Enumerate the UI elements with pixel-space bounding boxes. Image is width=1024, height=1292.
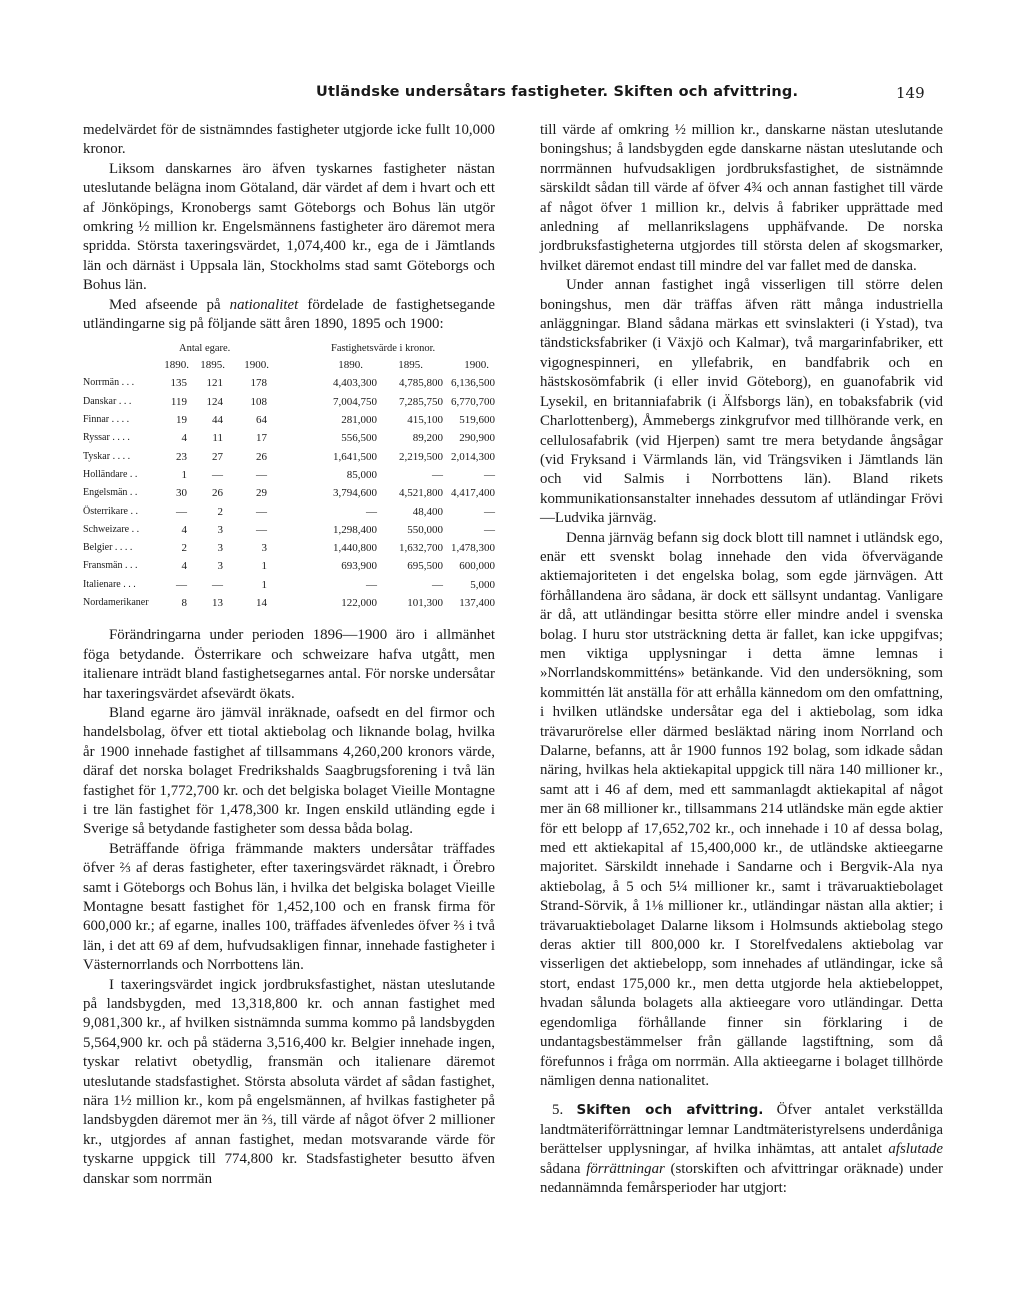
table-row — [83, 484, 495, 502]
table-year-header — [83, 356, 495, 374]
nationality-table — [83, 340, 495, 612]
running-title: Utländske undersåtars fastigheter. Skiften och afvittring. — [316, 84, 799, 100]
running-header — [0, 84, 1024, 108]
table-row — [83, 374, 495, 392]
table-cell: 2,014,300 — [451, 450, 495, 463]
year-header: 1890. — [338, 359, 363, 372]
table-cell: — — [484, 523, 495, 536]
table-row — [83, 576, 495, 594]
table-row — [83, 557, 495, 575]
row-label: Norrmän . . . — [83, 377, 135, 389]
row-label: Fransmän . . . — [83, 560, 138, 572]
table-row — [83, 521, 495, 539]
table-cell: — — [432, 578, 443, 591]
table-cell: 122,000 — [341, 597, 377, 610]
table-cell: 48,400 — [412, 505, 443, 518]
table-cell: 1,632,700 — [399, 542, 443, 555]
right-column — [540, 121, 943, 1198]
paragraph: Med afseende på nationalitet fördelade de fastighetsegande utländingarne sig på följande sätt åren 1890, 1895 och 1900: — [83, 296, 495, 333]
table-cell: — — [176, 505, 187, 518]
paragraph: Förändringarna under perioden 1896—1900 äro i allmänhet föga betydande. Österrikare och schweizare hafva utgått, men italienare inträdt bland fastighetsegarnes antal. För norske undersåtar har taxeringsvärdet afsevärdt ökats. — [83, 627, 495, 702]
table-cell: 519,600 — [459, 414, 495, 427]
year-header: 1900. — [244, 359, 269, 372]
table-cell: 1 — [181, 468, 187, 481]
section-number: 5. — [552, 1102, 564, 1119]
table-cell: 3,794,600 — [333, 487, 377, 500]
table-cell: 23 — [176, 450, 187, 463]
year-header: 1890. — [164, 359, 189, 372]
table-cell: 4,403,300 — [333, 377, 377, 390]
table-cell: 290,900 — [459, 432, 495, 445]
table-cell: 85,000 — [346, 468, 377, 481]
table-cell: 89,200 — [412, 432, 443, 445]
table-cell: 178 — [250, 377, 267, 390]
table-cell: 19 — [176, 414, 187, 427]
table-cell: 17 — [256, 432, 267, 445]
paragraph: Liksom danskarnes äro äfven tyskarnes fastigheter nästan uteslutande belägna inom Götaland, där värdet af dem i hvart och ett af Jönköpings, Kronobergs samt Göteborgs och Bohus län utgör omkring ½ million kr. Engelsmännens fastigheter äro däremot mera spridda. Största taxeringsvärdet, 1,074,400 kr., ega de i Jämtlands län och därnäst i Uppsala län, Stockholms stad samt Göteborgs och Bohus län. — [83, 160, 495, 294]
row-label: Schweizare . . — [83, 523, 140, 535]
section-paragraph: 5. Skiften och afvittring. Öfver antalet verkställda landtmäteriförrättningar lemnar Landtmäteristyrelsens underdåniga berättelser upplysningar, af hvilka inhämtas, att antalet afslutade sådana förrättningar (storskiften och afvittringar oräknade) under nedannämnda femårsperioder har utgjort: — [540, 1102, 943, 1196]
table-cell: 27 — [212, 450, 223, 463]
table-cell: 137,400 — [459, 597, 495, 610]
group-header-value: Fastighetsvärde i kronor. — [331, 343, 436, 355]
table-cell: 30 — [176, 487, 187, 500]
table-cell: — — [256, 523, 267, 536]
table-row — [83, 466, 495, 484]
table-body — [83, 374, 495, 612]
table-row — [83, 393, 495, 411]
paragraph: Under annan fastighet ingå visserligen till större delen boningshus, men där träffas äfven rätt många industriella anläggningar. Bland sådana märkas ett svinslakteri (i Ystad), tva tändsticksfabriker (i Växjö och Kalmar), två margarinfabriker, ett vigognespinneri, en yllefabrik, en bandfabrik och en hästskosömfabrik (i eller invid Göteborg), en guanofabrik vid Lysekil, en britanniafabrik (i Älfsborgs län), en tobaksfabrik (vid Charlottenberg), Åmmebergs zinkgrufvor med tillhörande verk, en cellulosafabrik (vid Hjerpen) samt tre mera betydande ångsågar (vid Fryksand i Värmlands län, vid Trängsviken i Jämtlands län och vid Salmis i Norrbottens län). Bland rikets kommunikationsanstalter innehades dessutom af utländingar Frövi—Ludvika järnväg. — [540, 277, 943, 527]
table-cell: 124 — [206, 395, 223, 408]
table-cell: — — [366, 505, 377, 518]
table-cell: 14 — [256, 597, 267, 610]
table-cell: 2 — [181, 542, 187, 555]
year-header: 1895. — [200, 359, 225, 372]
table-cell: 2,219,500 — [399, 450, 443, 463]
table-cell: 29 — [256, 487, 267, 500]
group-header-count: Antal egare. — [179, 343, 231, 355]
table-cell: 1 — [261, 560, 267, 573]
year-header: 1900. — [464, 359, 489, 372]
table-cell: — — [366, 578, 377, 591]
table-cell: — — [176, 578, 187, 591]
row-label: Finnar . . . . — [83, 414, 130, 426]
row-label: Engelsmän . . — [83, 487, 138, 499]
table-cell: 3 — [217, 560, 223, 573]
row-label: Nordamerikaner — [83, 597, 149, 609]
table-cell: 3 — [261, 542, 267, 555]
table-cell: 108 — [250, 395, 267, 408]
table-cell: 44 — [212, 414, 223, 427]
row-label: Ryssar . . . . — [83, 432, 130, 444]
table-cell: 550,000 — [407, 523, 443, 536]
table-cell: 6,770,700 — [451, 395, 495, 408]
row-label: Tyskar . . . . — [83, 450, 131, 462]
table-cell: — — [432, 468, 443, 481]
row-label: Belgier . . . . — [83, 542, 133, 554]
table-cell: 64 — [256, 414, 267, 427]
table-cell: — — [484, 505, 495, 518]
table-cell: 695,500 — [407, 560, 443, 573]
table-cell: 7,004,750 — [333, 395, 377, 408]
paragraph: till värde af omkring ½ million kr., danskarne nästan uteslutande boningshus; å landsbygden egde danskarne nästan uteslutande och norrmännen hufvudsakligen jordbruksfastighet, de sistnämnde särskildt sådan till värde af öfver 4¾ och annan fastighet till värde af något öfver 1 million kr., delvis å fabriker upprättade med anledning af mellanrikslagens upphäfvande. De norska jordbruksfastigheterna utgjordes till största delen af skogsmarker, hvilket däremot endast till mindre del var fallet med de danska. — [540, 122, 943, 274]
table-cell: 3 — [217, 523, 223, 536]
table-row — [83, 411, 495, 429]
emphasis: nationalitet — [229, 296, 299, 313]
year-header: 1895. — [398, 359, 423, 372]
table-cell: 4,521,800 — [399, 487, 443, 500]
page-number: 149 — [896, 84, 925, 102]
table-row — [83, 594, 495, 612]
paragraph: Bland egarne äro jämväl inräknade, oafsedt en del firmor och handelsbolag, öfver ett tiotal aktiebolag och liknande bolag, hvilka år 1900 innehade fastighet af tillsammans 4,260,200 kronors värde, däraf det norska bolaget Fredrikshalds Saagbrugsforening i två län fastighet för 1,772,700 kr. och det belgiska bolaget Vieille Montagne i tre län fastighet för 1,478,300 kr. Ingen enskild utländing egde i Sverige så betydande fastigheter som dessa båda bolag. — [83, 704, 495, 838]
paragraph: Beträffande öfriga främmande makters undersåtar träffades öfver ⅔ af deras fastigheter, efter taxeringsvärdet räknadt, i Örebro samt i Göteborgs och Bohus län, i hvilka det belgiska bolaget Vieille Montagne besatt fastighet för 1,452,100 och en fransk firma för 600,000 kr.; af egarne, inalles 100, träffades äfvenledes öfver ⅔ i två län, i det att 69 af dem, hufvudsakligen finnar, innehade fastigheter i Västernorrlands och Norrbottens län. — [83, 840, 495, 974]
table-cell: 556,500 — [341, 432, 377, 445]
table-cell: 26 — [256, 450, 267, 463]
table-cell: 1 — [261, 578, 267, 591]
table-cell: 26 — [212, 487, 223, 500]
table-cell: 693,900 — [341, 560, 377, 573]
row-label: Holländare . . — [83, 468, 138, 480]
table-cell: 7,285,750 — [399, 395, 443, 408]
table-cell: 4 — [181, 432, 187, 445]
table-cell: — — [256, 468, 267, 481]
table-cell: — — [212, 468, 223, 481]
table-cell: 6,136,500 — [451, 377, 495, 390]
row-label: Österrikare . . — [83, 505, 138, 517]
table-cell: 415,100 — [407, 414, 443, 427]
table-cell: 4,785,800 — [399, 377, 443, 390]
row-label: Italienare . . . — [83, 578, 136, 590]
emphasis: afslutade — [888, 1141, 943, 1158]
table-cell: 121 — [206, 377, 223, 390]
left-column — [83, 121, 495, 1189]
paragraph: medelvärdet för de sistnämndes fastigheter utgjorde icke fullt 10,000 kronor. — [83, 122, 495, 158]
table-cell: 8 — [181, 597, 187, 610]
table-cell: 101,300 — [407, 597, 443, 610]
table-row — [83, 429, 495, 447]
table-cell: 2 — [217, 505, 223, 518]
table-cell: — — [256, 505, 267, 518]
table-cell: 119 — [170, 395, 187, 408]
table-cell: 3 — [217, 542, 223, 555]
table-cell: 4 — [181, 560, 187, 573]
table-cell: 11 — [212, 432, 223, 445]
table-cell: — — [212, 578, 223, 591]
table-cell: — — [484, 468, 495, 481]
table-cell: 13 — [212, 597, 223, 610]
paragraph: I taxeringsvärdet ingick jordbruksfastighet, nästan uteslutande på landsbygden, med 13,318,800 kr. och annan fastighet med 9,081,300 kr., af hvilken sistnämnda summa kommo på landsbygden 5,564,900 kr. och på städerna 3,516,400 kr. Belgier innehade ingen, tyskar relativt obetydlig, fransmän och italienare däremot uteslutande stadsfastighet. Största absoluta värdet af sådan fastighet, nära 1½ million kr., kom på engelsmännen, af hvilkas fastigheter på landsbygden däremot mer än ⅔, till värde af något öfver 2 millioner kr., utgjordes af annan fastighet, medan motsvarande värde för tyskarne uppgick till 774,800 kr. Stadsfastigheter besutto äfven danskar som norrmän — [83, 976, 495, 1187]
table-cell: 4,417,400 — [451, 487, 495, 500]
emphasis: förrättningar — [586, 1160, 665, 1177]
table-cell: 135 — [170, 377, 187, 390]
table-cell: 1,440,800 — [333, 542, 377, 555]
row-label: Danskar . . . — [83, 395, 132, 407]
table-cell: 600,000 — [459, 560, 495, 573]
table-row — [83, 448, 495, 466]
table-row — [83, 539, 495, 557]
table-row — [83, 503, 495, 521]
table-cell: 1,478,300 — [451, 542, 495, 555]
table-cell: 1,641,500 — [333, 450, 377, 463]
paragraph: Denna järnväg befann sig dock blott till namnet i utländsk ego, enär ett svenskt bolag innehade den vida öfvervägande aktiemajoriteten i det engelska bolag, som egde järnvägen. Att förhållandena äro sådana, är dock ett sällsynt undantag. Vanligare är då, att utländingar besitta större eller mindre andel i svenska bolag. I huru stor utsträckning detta är fallet, kan icke uppgifvas; men viktiga upplysningar i detta ämne lemnas i »Norrlandskommitténs» betänkande. Vid den undersökning, som kommittén lät anställa för att erhålla kännedom om den omfattning, i hvilken utländske undersåtar ega del i aktiebolag, som idka trävarurörelse eller därmed besläktad näring inom Norrland och Dalarne, befanns, att år 1900 funnos 192 bolag, som idkade sådan näring, hvilkas hela aktiekapital uppgick till nära 140 millioner kr., samt att i 46 af dem, med ett sammanlagdt aktiekapital af något mer än 68 millioner kr., tillsammans 214 utländske män egde aktier för ett belopp af 17,652,702 kr., och innehade i 10 af dessa bolag, med ett aktiekapital af 15,400,000 kr., de utländske aktieegarne majoritet. Särskildt innehade i Sandarne och i Bergvik-Ala nya aktiebolag, å 5 och 5¼ millioner kr., samt i trävaruaktiebolaget Strand-Sörvik, å 1⅛ millioner kr., utländingar nästan alla aktier; i trävaruaktiebolaget Dalarne liksom i Holmsunds aktiebolag stego deras aktier till 800,000 kr. I Storelfvedalens aktiebolag var visserligen det aktiebelopp, som innehades af utländingar, icke så stort, endast 175,000 kr., men detta utgjorde hela aktiebeloppet, hvadan sålunda bolagets alla aktieegare voro utländingar. Detta egendomliga förhållande finner sin förklaring i de undantagsbestämmelser från gällande lagstiftning, som då förefunnos i fråga om norrmän. Alla aktieegarne i bolaget tillhörde nämligen denna nationalitet. — [540, 529, 943, 1089]
table-cell: 281,000 — [341, 414, 377, 427]
table-cell: 1,298,400 — [333, 523, 377, 536]
section-title: Skiften och afvittring. — [576, 1102, 764, 1119]
table-cell: 5,000 — [470, 578, 495, 591]
table-cell: 4 — [181, 523, 187, 536]
table-group-header — [83, 340, 495, 356]
